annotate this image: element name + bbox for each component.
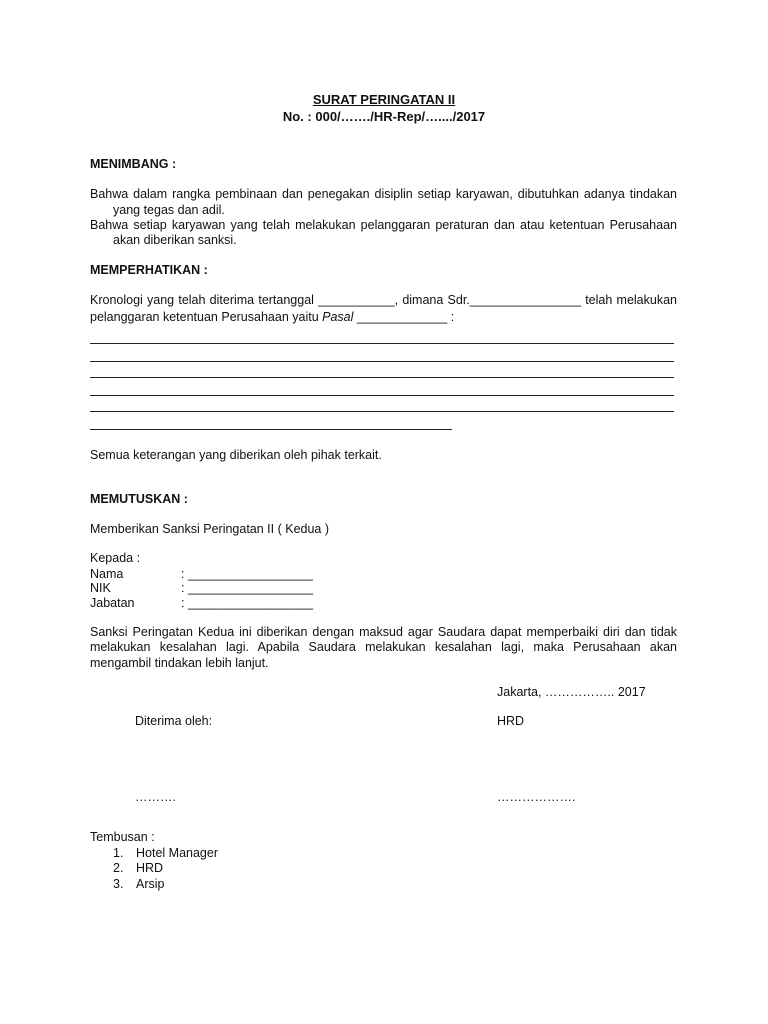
menimbang-p2-line1: Bahwa setiap karyawan yang telah melakukan pelanggaran peraturan dan atau ketentuan Perusahaan xyxy=(90,218,677,232)
chronology-blank-line xyxy=(90,411,674,412)
chronology-blank-line xyxy=(90,377,674,378)
cc-item-label: Arsip xyxy=(136,877,165,891)
closing-line2: melakukan kesalahan lagi. Apabila Saudara melakukan kesalahan lagi, maka Perusahaan akan xyxy=(90,640,677,654)
cc-item-num: 2. xyxy=(113,861,124,875)
cc-item-label: HRD xyxy=(136,861,164,875)
chronology-blank-line xyxy=(90,395,674,396)
field-nik-label: NIK xyxy=(90,581,111,595)
issuer-label: HRD xyxy=(497,714,525,728)
received-by-label: Diterima oleh: xyxy=(135,714,213,728)
cc-item-label: Hotel Manager xyxy=(136,846,218,860)
memperhatikan-heading: MEMPERHATIKAN : xyxy=(90,263,208,277)
field-nama-value: : __________________ xyxy=(181,567,314,581)
cc-heading: Tembusan : xyxy=(90,830,155,844)
cc-item-num: 1. xyxy=(113,846,124,860)
field-jabatan-label: Jabatan xyxy=(90,596,135,610)
statement-note: Semua keterangan yang diberikan oleh pihak terkait. xyxy=(90,448,382,462)
closing-line3: mengambil tindakan lebih lanjut. xyxy=(90,656,269,670)
closing-line1: Sanksi Peringatan Kedua ini diberikan dengan maksud agar Saudara dapat memperbaiki diri dan tidak xyxy=(90,625,677,639)
chronology-blank-line xyxy=(90,361,674,362)
field-jabatan-value: : __________________ xyxy=(181,596,314,610)
sanction-text: Memberikan Sanksi Peringatan II ( Kedua ) xyxy=(90,522,330,536)
menimbang-p1-line2: yang tegas dan adil. xyxy=(113,203,225,217)
chronology-line1: Kronologi yang telah diterima tertanggal ___________, dimana Sdr.________________ telah melakukan xyxy=(90,293,677,307)
menimbang-heading: MENIMBANG : xyxy=(90,157,177,171)
letter-number: No. : 000/……./HR-Rep/…..../2017 xyxy=(282,109,486,124)
cc-item-num: 3. xyxy=(113,877,124,891)
kepada-label: Kepada : xyxy=(90,551,141,565)
chronology-blank-line xyxy=(90,429,452,430)
received-signature-line: ………. xyxy=(135,790,176,804)
chronology-line2-post: _____________ : xyxy=(353,310,455,324)
memutuskan-heading: MEMUTUSKAN : xyxy=(90,492,188,506)
field-nama-label: Nama xyxy=(90,567,124,581)
letter-title: SURAT PERINGATAN II xyxy=(312,92,456,107)
place-date: Jakarta, …………….. 2017 xyxy=(497,685,646,699)
issuer-signature-line: ………………. xyxy=(497,790,576,804)
chronology-blank-line xyxy=(90,343,674,344)
chronology-line2-pre: pelanggaran ketentuan Perusahaan yaitu xyxy=(90,310,323,324)
chronology-line2 xyxy=(90,310,454,324)
menimbang-p1-line1: Bahwa dalam rangka pembinaan dan penegakan disiplin setiap karyawan, dibutuhkan adanya tindakan xyxy=(90,187,677,201)
menimbang-p2-line2: akan diberikan sanksi. xyxy=(113,233,237,247)
chronology-pasal: Pasal xyxy=(322,310,354,324)
field-nik-value: : __________________ xyxy=(181,581,314,595)
